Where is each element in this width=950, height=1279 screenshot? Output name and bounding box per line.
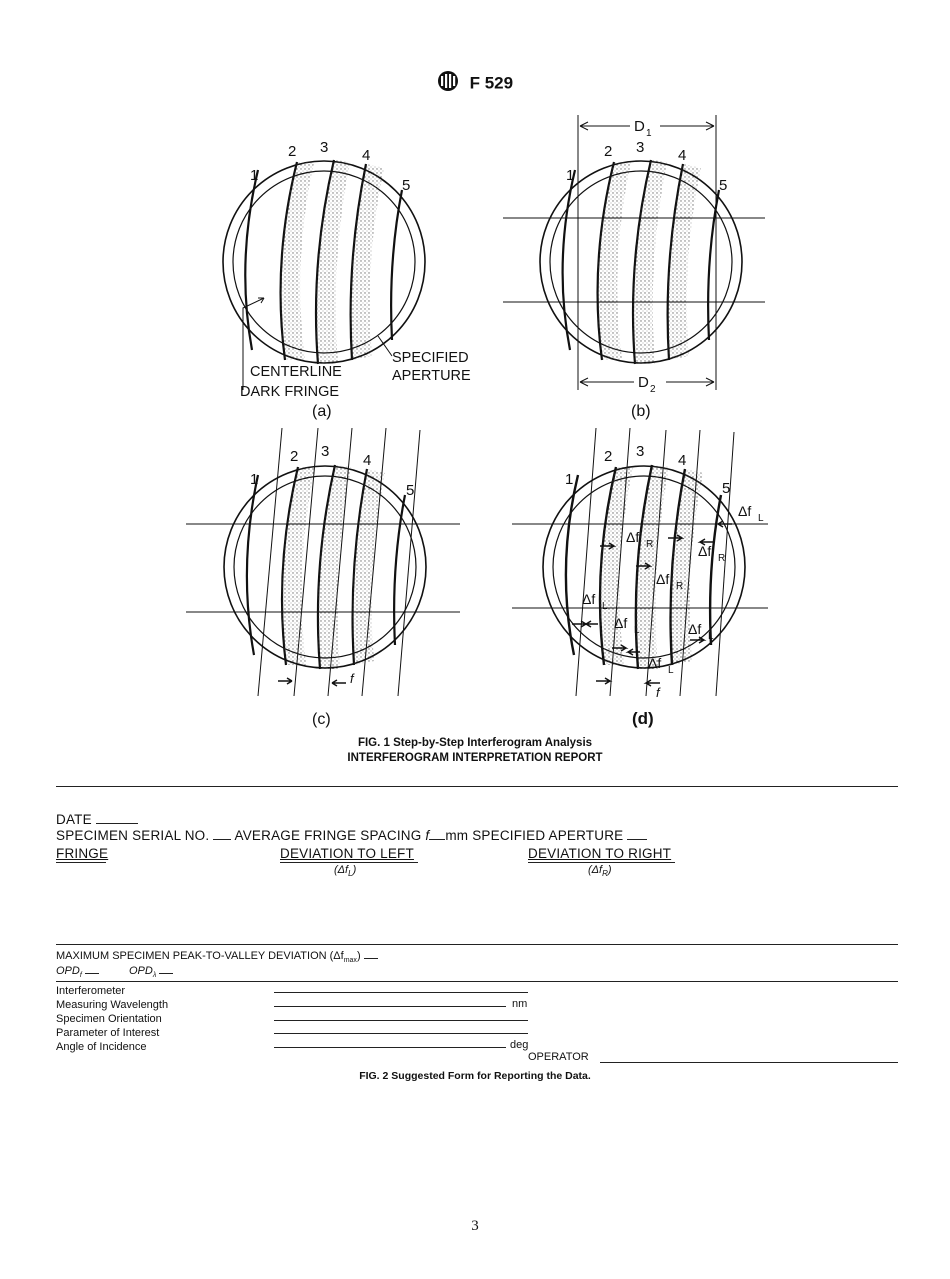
dimension-subscript: 2 [650,384,656,395]
divider [56,981,898,982]
parameter-field[interactable] [274,1033,528,1034]
specimen-serial-field[interactable] [213,829,231,840]
date-row [56,812,138,827]
report-title: INTERFEROGRAM INTERPRETATION REPORT [347,752,603,764]
panel-label: (d) [632,709,654,728]
opd-row: $OPD_f$ $OPD_\lambda$ [56,965,173,979]
avg-fringe-label: AVERAGE FRINGE SPACING [234,828,422,843]
angle-field[interactable] [274,1047,506,1048]
fringe-number: 1 [565,471,574,488]
annotation: SPECIFIED [392,350,469,366]
row-wavelength: Measuring Wavelength [56,999,169,1011]
fringe-number: 4 [678,452,687,469]
operator-label: OPERATOR [528,1051,589,1063]
panel-label: (c) [312,711,331,728]
delta-label: Δf [698,543,712,559]
divider [280,862,418,863]
orientation-field[interactable] [274,1020,528,1021]
fringe-number: 1 [250,471,259,488]
f-symbol: f [425,828,430,843]
delta-label: Δf [614,615,628,631]
astm-logo-icon [437,70,459,97]
page-header [0,70,950,97]
delta-subscript: R [676,581,684,592]
fringe-number: 2 [290,448,299,465]
panel-a [223,139,471,420]
delta-label: Δf [738,503,752,519]
delta-label: Δf [688,621,702,637]
arrow-icon [278,678,292,684]
fringe-shading [281,160,384,364]
dimension-label: D [634,118,645,135]
row-orientation: Specimen Orientation [56,1013,162,1025]
divider [528,862,675,863]
delta-subscript: L [602,601,608,612]
arrow-icon [332,680,346,686]
fringe-header: FRINGE [56,846,109,861]
fringe-number: 5 [406,482,415,499]
interferometer-field[interactable] [274,992,528,993]
deviation-right-header: DEVIATION TO RIGHT [528,846,672,861]
fringe-number: 3 [636,443,645,460]
figure-1 [0,100,950,740]
panel-c [186,428,460,728]
specimen-row [56,828,647,843]
fringe-number: 5 [722,480,731,497]
delta-subscript: R [646,539,654,550]
specimen-serial-label: SPECIMEN SERIAL NO. [56,828,210,843]
fringe-number: 4 [678,147,687,164]
delta-subscript: L [634,625,640,636]
nm-unit: nm [512,998,528,1010]
fringe-number: 4 [363,452,372,469]
fringe-number: 3 [320,139,329,156]
annotation: DARK FRINGE [240,384,340,400]
dimension-subscript: 1 [646,128,652,139]
annotation: APERTURE [392,368,471,384]
fringe-number: 1 [566,167,575,184]
delta-label: Δf [582,591,596,607]
row-angle: Angle of Incidence [56,1041,147,1053]
opd-f-field[interactable] [85,967,99,974]
spacing-label: f [656,685,660,700]
delta-label: Δf [648,655,662,671]
delta-label: Δf [626,529,640,545]
wavelength-field[interactable] [274,1006,506,1007]
page-number: 3 [471,1218,479,1234]
figure-1-caption: FIG. 1 Step-by-Step Interferogram Analysis [357,737,593,749]
delta-subscript: L [758,513,764,524]
fringe-number: 4 [362,147,371,164]
delta-fl-symbol: $(\Delta f_L)$ [334,864,357,879]
specified-aperture-field[interactable] [627,829,647,840]
operator-field[interactable] [600,1062,898,1063]
mm-unit: mm [445,828,469,843]
row-parameter: Parameter of Interest [56,1027,160,1039]
fringe-number: 2 [288,143,297,160]
date-field[interactable] [96,813,138,824]
delta-fr-symbol: $(\Delta f_R)$ [588,864,612,879]
fringe-number: 3 [321,443,330,460]
max-deviation-field[interactable] [364,952,378,959]
fringe-number: 2 [604,143,613,160]
fringe-number: 2 [604,448,613,465]
specified-aperture-label: SPECIFIED APERTURE [472,828,624,843]
panel-b [503,115,765,420]
panel-d [512,428,768,728]
panel-label: (b) [631,403,651,420]
opd-lambda-field[interactable] [159,967,173,974]
fringe-number: 1 [250,167,259,184]
deviation-left-header: DEVIATION TO LEFT [280,846,414,861]
annotation: CENTERLINE [250,364,342,380]
delta-label: Δf [656,571,670,587]
max-deviation-row: MAXIMUM SPECIMEN PEAK-TO-VALLEY DEVIATION $(\Delta f_{max})$ [56,950,378,964]
fringe-number: 5 [719,177,728,194]
date-label: DATE [56,812,92,827]
delta-subscript: R [718,553,726,564]
panel-label: (a) [312,403,332,420]
dimension-label: D [638,374,649,391]
spacing-label: f [350,671,354,686]
delta-subscript: L [708,631,714,642]
divider [56,944,898,945]
fringe-number: 3 [636,139,645,156]
avg-fringe-field[interactable] [429,829,445,840]
fringe-number: 5 [402,177,411,194]
divider [56,786,898,787]
figure-2-caption: FIG. 2 Suggested Form for Reporting the Data. [359,1070,591,1082]
standard-code: F 529 [469,73,514,93]
deg-unit: deg [510,1039,529,1051]
divider [56,862,106,863]
row-interferometer: Interferometer [56,985,126,997]
delta-subscript: L [668,665,674,676]
